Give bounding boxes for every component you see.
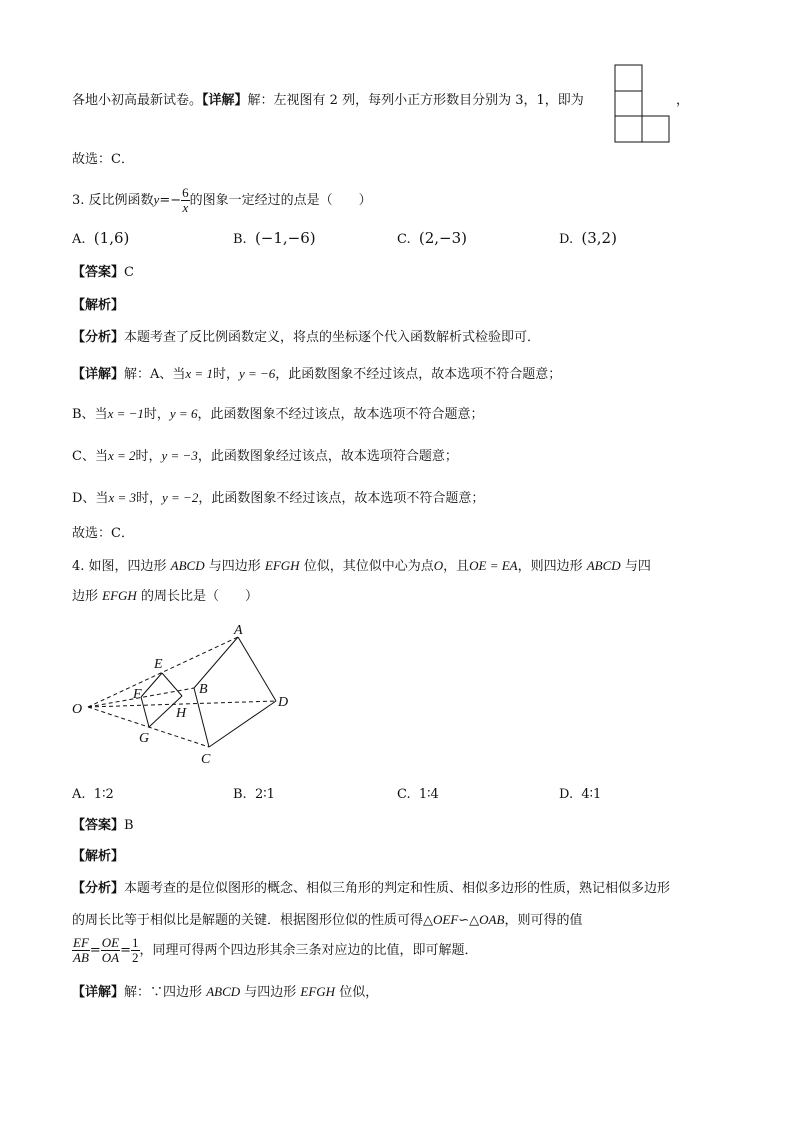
option-label: D. — [559, 787, 574, 802]
q4-analysis-tag: 【解析】 — [72, 849, 125, 864]
stem-text: 4. 如图，四边形 — [72, 559, 171, 574]
frac-num: OE — [101, 935, 120, 950]
quad-efgh: EFGH — [102, 588, 137, 603]
segment-gf — [141, 697, 149, 727]
stem-text: 位似，其位似中心为点 — [299, 559, 434, 574]
q4-stem-line2 — [72, 587, 258, 606]
stem-text: 的周长比是（ ） — [136, 589, 258, 604]
q4-option-c — [397, 786, 439, 804]
fenxi-text: 的周长比等于相似比是解题的关键．根据图形位似的性质可得 — [72, 913, 424, 928]
dashed-oa — [88, 637, 238, 707]
option-label: A. — [72, 232, 86, 247]
fenxi-text: ，同理可得两个四边形其余三条对应边的比值，即可解题． — [139, 943, 478, 958]
q4-fenxi-line2 — [72, 911, 582, 930]
option-value: 2∶1 — [254, 787, 275, 802]
detail-pre: 解：A、当 — [124, 367, 186, 382]
answer-value: B — [124, 818, 134, 833]
frac-one-half — [131, 936, 140, 965]
label-f: F — [133, 687, 142, 702]
detail-post: ，此函数图象不经过该点，故本选项不符合题意； — [197, 407, 484, 422]
q3-stem-tail: 的图象一定经过的点是（ ） — [189, 193, 372, 208]
option-value: 4∶1 — [581, 787, 602, 802]
detail-text: 与四边形 — [240, 985, 301, 1000]
detail-y: y = −6 — [238, 366, 276, 381]
stem-text: 与四边形 — [204, 559, 265, 574]
detail-post: ，此函数图象不经过该点，故本选项不符合题意； — [275, 367, 562, 382]
answer-tag: 【答案】 — [72, 818, 125, 833]
q3-option-a — [72, 229, 129, 249]
detail-tag: 【详解】 — [202, 93, 248, 108]
text-lead: 各地小初高最新试卷。 — [72, 93, 203, 108]
frac-num: EF — [73, 935, 89, 950]
q4-option-a — [72, 786, 114, 804]
fenxi-tag: 【分析】 — [72, 330, 125, 345]
frac-den: x — [182, 200, 189, 215]
detail-pre: D、当 — [72, 491, 109, 506]
detail-x: x = 2 — [107, 448, 136, 463]
q3-detail-line — [72, 365, 561, 384]
option-value: (3,2) — [581, 229, 617, 247]
option-value: 1∶2 — [93, 787, 114, 802]
detail-pre: C、当 — [72, 449, 108, 464]
stem-text: ，则四边形 — [517, 559, 587, 574]
q4-answer — [72, 817, 134, 835]
frac-oe-oa — [101, 936, 120, 965]
paragraph-line — [72, 92, 584, 110]
fenxi-text: 本题考查了反比例函数定义，将点的坐标逐个代入函数解析式检验即可． — [124, 330, 541, 345]
segment-ad — [238, 637, 276, 701]
similar-triangles: △OEF∽△OAB — [423, 912, 505, 927]
func-fraction — [181, 186, 190, 215]
q4-option-b — [233, 786, 275, 804]
because-symbol: ∵ — [150, 985, 164, 1000]
option-label: D. — [559, 232, 574, 247]
frac-den: AB — [73, 950, 89, 965]
quad-efgh: EFGH — [264, 558, 300, 573]
detail-y: y = −3 — [161, 448, 198, 463]
option-label: B. — [233, 787, 247, 802]
q4-fenxi-line1 — [72, 880, 670, 898]
option-label: C. — [397, 232, 411, 247]
q3-fenxi — [72, 329, 540, 347]
q3-answer — [72, 264, 134, 282]
option-label: B. — [233, 232, 247, 247]
detail-x: x = −1 — [107, 406, 144, 421]
segment-fe — [141, 673, 162, 697]
fenxi-text: ，则可得的值 — [504, 913, 583, 928]
q3-option-b — [233, 229, 316, 249]
stem-text: 与四 — [620, 559, 651, 574]
q4-detail — [72, 983, 378, 1002]
detail-text: 解： — [124, 985, 151, 1000]
option-label: C. — [397, 787, 411, 802]
q4-stem-line1 — [72, 557, 651, 576]
frac-den: 2 — [132, 950, 139, 965]
q3-conclusion: 故选：C． — [72, 526, 134, 541]
detail-mid: 时， — [212, 367, 239, 382]
frac-num: 1 — [132, 935, 139, 950]
frac-num: 6 — [182, 185, 189, 200]
frac-den: OA — [101, 950, 120, 965]
detail-mid: 时， — [143, 407, 170, 422]
q3-analysis-tag: 【解析】 — [72, 298, 125, 313]
segment-dc — [209, 701, 276, 747]
stem-text: ，且 — [443, 559, 470, 574]
detail-text: 位似， — [335, 985, 379, 1000]
detail-mid: 时， — [135, 449, 162, 464]
conclusion-prev: 故选：C． — [72, 152, 134, 167]
answer-tag: 【答案】 — [72, 265, 125, 280]
q4-fenxi-line3: $\frac{EF}{AB}$ = $\frac{OE}{OA}$ = $\frac{1}{2}$ ，同理可得两个四边形其余三条对应边的比值，即可解题． — [73, 935, 478, 965]
label-b: B — [199, 682, 208, 697]
detail-y: y = 6 — [169, 406, 198, 421]
detail-y: y = −2 — [162, 490, 199, 505]
detail-x: x = 3 — [108, 490, 136, 505]
q3-detail-line — [72, 447, 458, 466]
quad-abcd: ABCD — [586, 558, 621, 573]
q3-stem — [72, 186, 372, 215]
comma: ， — [676, 93, 690, 108]
func-y: y — [153, 192, 160, 207]
detail-pre: B、当 — [72, 407, 108, 422]
detail-tag: 【详解】 — [72, 985, 125, 1000]
quad-abcd: ABCD — [170, 558, 205, 573]
label-g: G — [139, 731, 150, 746]
label-e: E — [154, 657, 163, 672]
q3-detail-line — [72, 405, 483, 424]
homothety-figure — [66, 620, 306, 770]
option-label: A. — [72, 787, 86, 802]
q4-option-d — [559, 786, 601, 804]
segment-eh — [162, 673, 182, 696]
answer-value: C — [124, 265, 134, 280]
point-o: O — [433, 558, 444, 573]
label-h: H — [176, 706, 187, 721]
quad-abcd: ABCD — [206, 984, 241, 999]
func-eq: =− — [159, 193, 182, 208]
detail-post: ，此函数图象不经过该点，故本选项不符合题意； — [198, 491, 485, 506]
option-value: (1,6) — [93, 229, 130, 247]
label-d: D — [278, 695, 289, 710]
detail-text: 四边形 — [163, 985, 207, 1000]
q3-detail-line — [72, 489, 484, 508]
detail-mid: 时， — [135, 491, 162, 506]
option-value: (2,−3) — [418, 229, 468, 247]
label-a: A — [234, 623, 243, 638]
option-value: (−1,−6) — [254, 229, 316, 247]
left-view-figure — [614, 64, 672, 144]
fenxi-tag: 【分析】 — [72, 881, 125, 896]
segment-ba — [194, 637, 238, 688]
condition: OE = EA — [469, 558, 518, 573]
frac-ef-ab — [72, 936, 90, 965]
q3-option-c — [397, 229, 467, 249]
detail-tag: 【详解】 — [72, 367, 125, 382]
label-c: C — [201, 752, 211, 767]
quad-efgh: EFGH — [300, 984, 336, 999]
detail-text: 解：左视图有 2 列，每列小正方形数目分别为 3，1，即为 — [247, 93, 584, 108]
label-o: O — [72, 702, 83, 717]
stem-text: 边形 — [72, 589, 103, 604]
q3-option-d — [559, 229, 617, 249]
detail-x: x = 1 — [185, 366, 213, 381]
option-value: 1∶4 — [418, 787, 439, 802]
detail-post: ，此函数图象经过该点，故本选项符合题意； — [197, 449, 458, 464]
q3-stem-text: 3. 反比例函数 — [72, 193, 154, 208]
fenxi-text: 本题考查的是位似图形的概念、相似三角形的判定和性质、相似多边形的性质，熟记相似多边形 — [124, 881, 671, 896]
